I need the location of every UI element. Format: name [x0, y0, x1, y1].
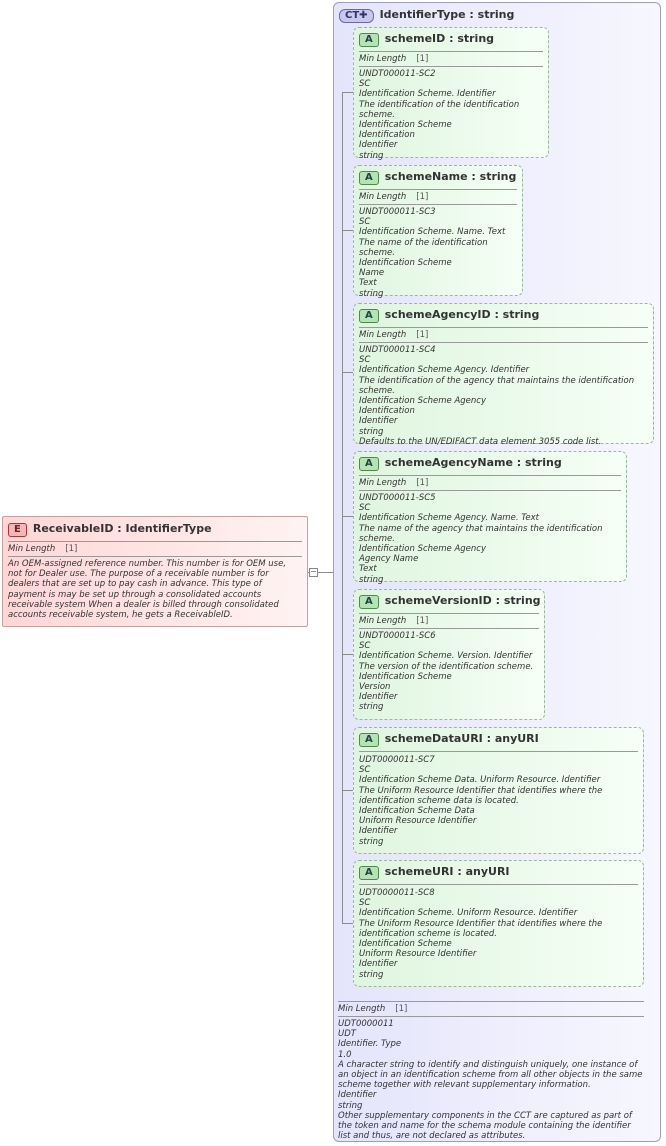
attribute-facet [359, 192, 517, 202]
attribute-badge: A [359, 33, 379, 47]
element-badge: E [8, 523, 27, 537]
expand-plus-icon: ✚ [359, 10, 368, 21]
attribute-facet [359, 616, 539, 626]
attribute-schemeversionid[interactable] [353, 589, 545, 720]
facet-label: Min Length [8, 544, 56, 554]
attribute-badge: A [359, 595, 379, 609]
element-facet [8, 544, 302, 554]
attribute-schemeagencyid[interactable] [353, 303, 654, 447]
divider [359, 66, 543, 67]
attribute-badge: A [359, 866, 379, 880]
divider [359, 613, 539, 614]
divider [338, 1001, 644, 1002]
connector-line [342, 923, 353, 924]
connector-line [342, 654, 353, 655]
attribute-schemeuri[interactable] [353, 860, 644, 987]
attribute-title: schemeURI : anyURI [384, 865, 510, 878]
connector-line [342, 372, 353, 373]
attribute-schemedatauri[interactable] [353, 727, 644, 854]
attribute-header [359, 456, 621, 471]
attribute-badge: A [359, 171, 379, 185]
complex-type-badge: CT✚ [339, 9, 374, 23]
attribute-documentation: UDT0000011-SC8 SC Identification Scheme. Uniform Resource. Identifier The Uniform Resource Identifier that identifies where the identification scheme is located. Identification Scheme Uniform Resource Identifier Identifier string [359, 888, 603, 980]
divider [8, 556, 302, 557]
facet-value: [1] [65, 544, 78, 554]
attribute-badge: A [359, 733, 379, 747]
divider [359, 751, 638, 752]
facet-label: Min Length [359, 54, 407, 64]
attribute-title: schemeVersionID : string [384, 594, 541, 607]
attribute-badge: A [359, 309, 379, 323]
attribute-connector-trunk [342, 92, 343, 924]
attribute-badge: A [359, 457, 379, 471]
attribute-documentation: UNDT000011-SC4 SC Identification Scheme Agency. Identifier The identification of the agency that maintains the identification scheme. Identification Scheme Agency Identification Identifier string Defaults to the UN/EDIFACT data element 3055 code list. [359, 345, 635, 447]
attribute-title: schemeAgencyName : string [384, 456, 562, 469]
complex-type-title: IdentifierType : string [379, 8, 515, 21]
attribute-documentation: UNDT000011-SC6 SC Identification Scheme. Version. Identifier The version of the identification scheme. Identification Scheme Version Identifier string [359, 631, 534, 713]
attribute-facet [359, 330, 648, 340]
attribute-documentation: UNDT000011-SC3 SC Identification Scheme. Name. Text The name of the identification scheme. Identification Scheme Name Text string [359, 207, 506, 299]
divider [338, 1016, 644, 1017]
attribute-schemename[interactable] [353, 165, 523, 299]
attribute-header [359, 865, 638, 880]
facet-label: Min Length [338, 1004, 386, 1014]
element-documentation: An OEM-assigned reference number. This number is for OEM use, not for Dealer use. The purpose of a receivable number is for dealers that are set up to pay cash in advance. This type of payment is may be set up through a consolidated accounts receivable system When a dealer is billed through consolidated accounts receivable system, he gets a ReceivableID. [8, 559, 287, 621]
connector-line [318, 572, 333, 573]
complex-type-facet [338, 1004, 644, 1014]
element-receivableid[interactable] [2, 516, 308, 627]
divider [359, 475, 621, 476]
complex-type-details [338, 997, 644, 1141]
divider [359, 342, 648, 343]
element-title: ReceivableID : IdentifierType [32, 522, 212, 535]
attribute-documentation: UNDT000011-SC2 SC Identification Scheme. Identifier The identification of the identification scheme. Identification Scheme Identification Identifier string [359, 69, 520, 161]
connector-line [342, 516, 353, 517]
facet-label: Min Length [359, 330, 407, 340]
facet-label: Min Length [359, 192, 407, 202]
attribute-documentation: UNDT000011-SC5 SC Identification Scheme Agency. Name. Text The name of the agency that maintains the identification scheme. Identification Scheme Agency Agency Name Text string [359, 493, 603, 585]
connector-line [342, 230, 353, 231]
attribute-header [359, 732, 638, 747]
divider [359, 490, 621, 491]
complex-type-header [339, 8, 514, 23]
attribute-facet [359, 478, 621, 488]
facet-label: Min Length [359, 616, 407, 626]
connector-line [342, 790, 353, 791]
attribute-title: schemeName : string [384, 170, 517, 183]
connector-line [342, 92, 353, 93]
facet-value: [1] [416, 330, 429, 340]
attribute-header [359, 594, 539, 609]
attribute-facet [359, 54, 543, 64]
attribute-title: schemeAgencyID : string [384, 308, 540, 321]
divider [8, 541, 302, 542]
divider [359, 628, 539, 629]
divider [359, 884, 638, 885]
attribute-title: schemeID : string [384, 32, 495, 45]
divider [359, 204, 517, 205]
facet-label: Min Length [359, 478, 407, 488]
complex-type-documentation: UDT0000011 UDT Identifier. Type 1.0 A character string to identify and distinguish uniquely, one instance of an object in an identification scheme from all other objects in the same scheme together with relevant supplementary information. Identifier string Other supplementary components in the CCT are captured as part of the token and name for the schema module containing the identifier list and thus, are not declared as attributes. [338, 1019, 643, 1142]
facet-value: [1] [395, 1004, 408, 1014]
facet-value: [1] [416, 192, 429, 202]
collapse-toggle-icon[interactable]: − [310, 567, 317, 576]
attribute-schemeagencyname[interactable] [353, 451, 627, 585]
facet-value: [1] [416, 616, 429, 626]
attribute-schemeid[interactable] [353, 27, 549, 161]
attribute-header [359, 308, 648, 323]
divider [359, 327, 648, 328]
attribute-header [359, 170, 517, 185]
attribute-documentation: UDT0000011-SC7 SC Identification Scheme Data. Uniform Resource. Identifier The Uniform Resource Identifier that identifies where the identification scheme data is located. Identification Scheme Data Uniform Resource Identifier Identifier string [359, 755, 603, 847]
divider [359, 51, 543, 52]
divider [359, 189, 517, 190]
attribute-header [359, 32, 543, 47]
attribute-title: schemeDataURI : anyURI [384, 732, 539, 745]
facet-value: [1] [416, 478, 429, 488]
element-header [8, 522, 302, 537]
facet-value: [1] [416, 54, 429, 64]
